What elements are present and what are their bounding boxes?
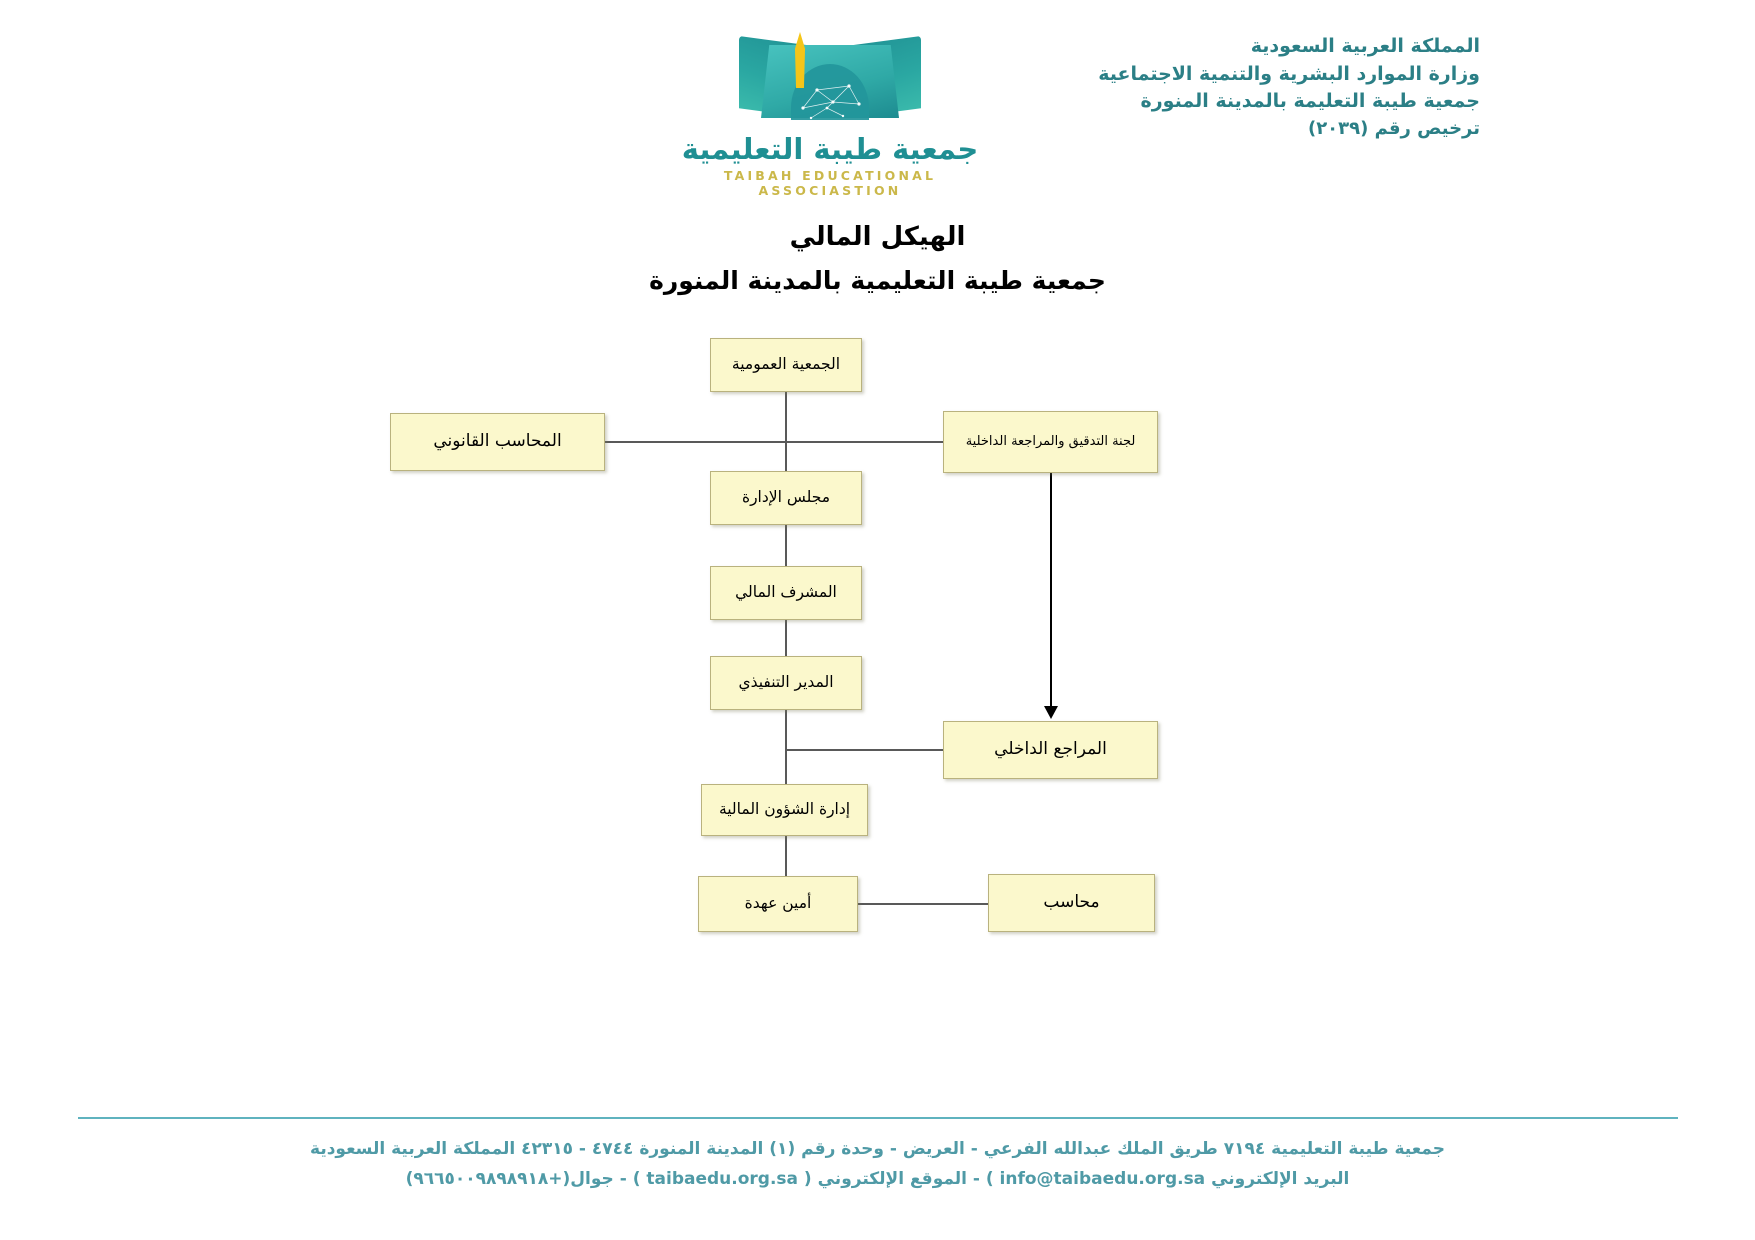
ministry-line-association: جمعية طيبة التعليمة بالمدينة المنورة: [1140, 90, 1480, 113]
node-accountant-label: محاسب: [1043, 892, 1100, 913]
footer-contact-line: البريد الإلكتروني info@taibaedu.org.sa ) - الموقع الإلكتروني ( taibaedu.org.sa ) - جوال(+٩٦٦٥٠٠٩٨٩٨٩١٨): [405, 1168, 1350, 1189]
node-executive-director-label: المدير التنفيذي: [738, 673, 834, 692]
ministry-line-kingdom: المملكة العربية السعودية: [1250, 35, 1480, 57]
logo-arabic-name: جمعية طيبة التعليمية: [681, 132, 979, 166]
node-legal-accountant[interactable]: [390, 413, 605, 471]
node-custodian-label: أمين عهدة: [744, 894, 812, 913]
arrow-head-internal-auditor: [1044, 706, 1058, 719]
edge-board-to-supervisor: [785, 525, 787, 566]
logo-latin-name: TAIBAH EDUCATIONAL ASSOCIASTION: [723, 167, 937, 198]
page-title: الهيكل المالي: [789, 222, 966, 252]
footer-address-line: جمعية طيبة التعليمية ٧١٩٤ طريق الملك عبدالله الفرعي - العريض - وحدة رقم (١) المدينة المنورة ٤٧٤٤ - ٤٢٣١٥ المملكة العربية السعودية: [310, 1139, 1445, 1159]
node-audit-committee[interactable]: [943, 411, 1158, 473]
edge-legal-accountant-to-audit-committee: [605, 441, 943, 443]
ministry-line-ministry: وزارة الموارد البشرية والتنمية الاجتماعية: [1098, 62, 1480, 85]
footer-contact: [0, 1135, 1755, 1195]
node-legal-accountant-label: المحاسب القانوني: [433, 431, 562, 452]
node-board-of-directors-label: مجلس الإدارة: [741, 488, 831, 507]
node-custodian[interactable]: [698, 876, 858, 932]
edge-audit-committee-to-internal-auditor: [1050, 473, 1052, 706]
node-executive-director[interactable]: [710, 656, 862, 710]
ministry-line-license: ترخيص رقم (٢٠٣٩): [1307, 117, 1480, 139]
edge-assembly-to-board: [785, 392, 787, 471]
edge-custodian-to-accountant: [858, 903, 988, 905]
node-audit-committee-label: لجنة التدقيق والمراجعة الداخلية: [965, 433, 1136, 449]
footer-divider: [78, 1117, 1678, 1119]
edge-director-to-finance-dept: [785, 710, 787, 784]
edge-director-to-internal-auditor: [785, 749, 943, 751]
edge-finance-dept-to-custodian: [785, 836, 787, 876]
node-financial-supervisor-label: المشرف المالي: [735, 583, 837, 602]
node-board-of-directors[interactable]: [710, 471, 862, 525]
node-general-assembly[interactable]: [710, 338, 862, 392]
page-subtitle: جمعية طيبة التعليمية بالمدينة المنورة: [649, 266, 1106, 295]
node-accountant[interactable]: [988, 874, 1155, 932]
node-financial-affairs-department[interactable]: [701, 784, 868, 836]
node-financial-affairs-department-label: إدارة الشؤون المالية: [718, 800, 851, 819]
node-internal-auditor-label: المراجع الداخلي: [994, 739, 1107, 760]
node-financial-supervisor[interactable]: [710, 566, 862, 620]
edge-supervisor-to-director: [785, 620, 787, 656]
node-general-assembly-label: الجمعية العمومية: [731, 355, 841, 374]
node-internal-auditor[interactable]: [943, 721, 1158, 779]
